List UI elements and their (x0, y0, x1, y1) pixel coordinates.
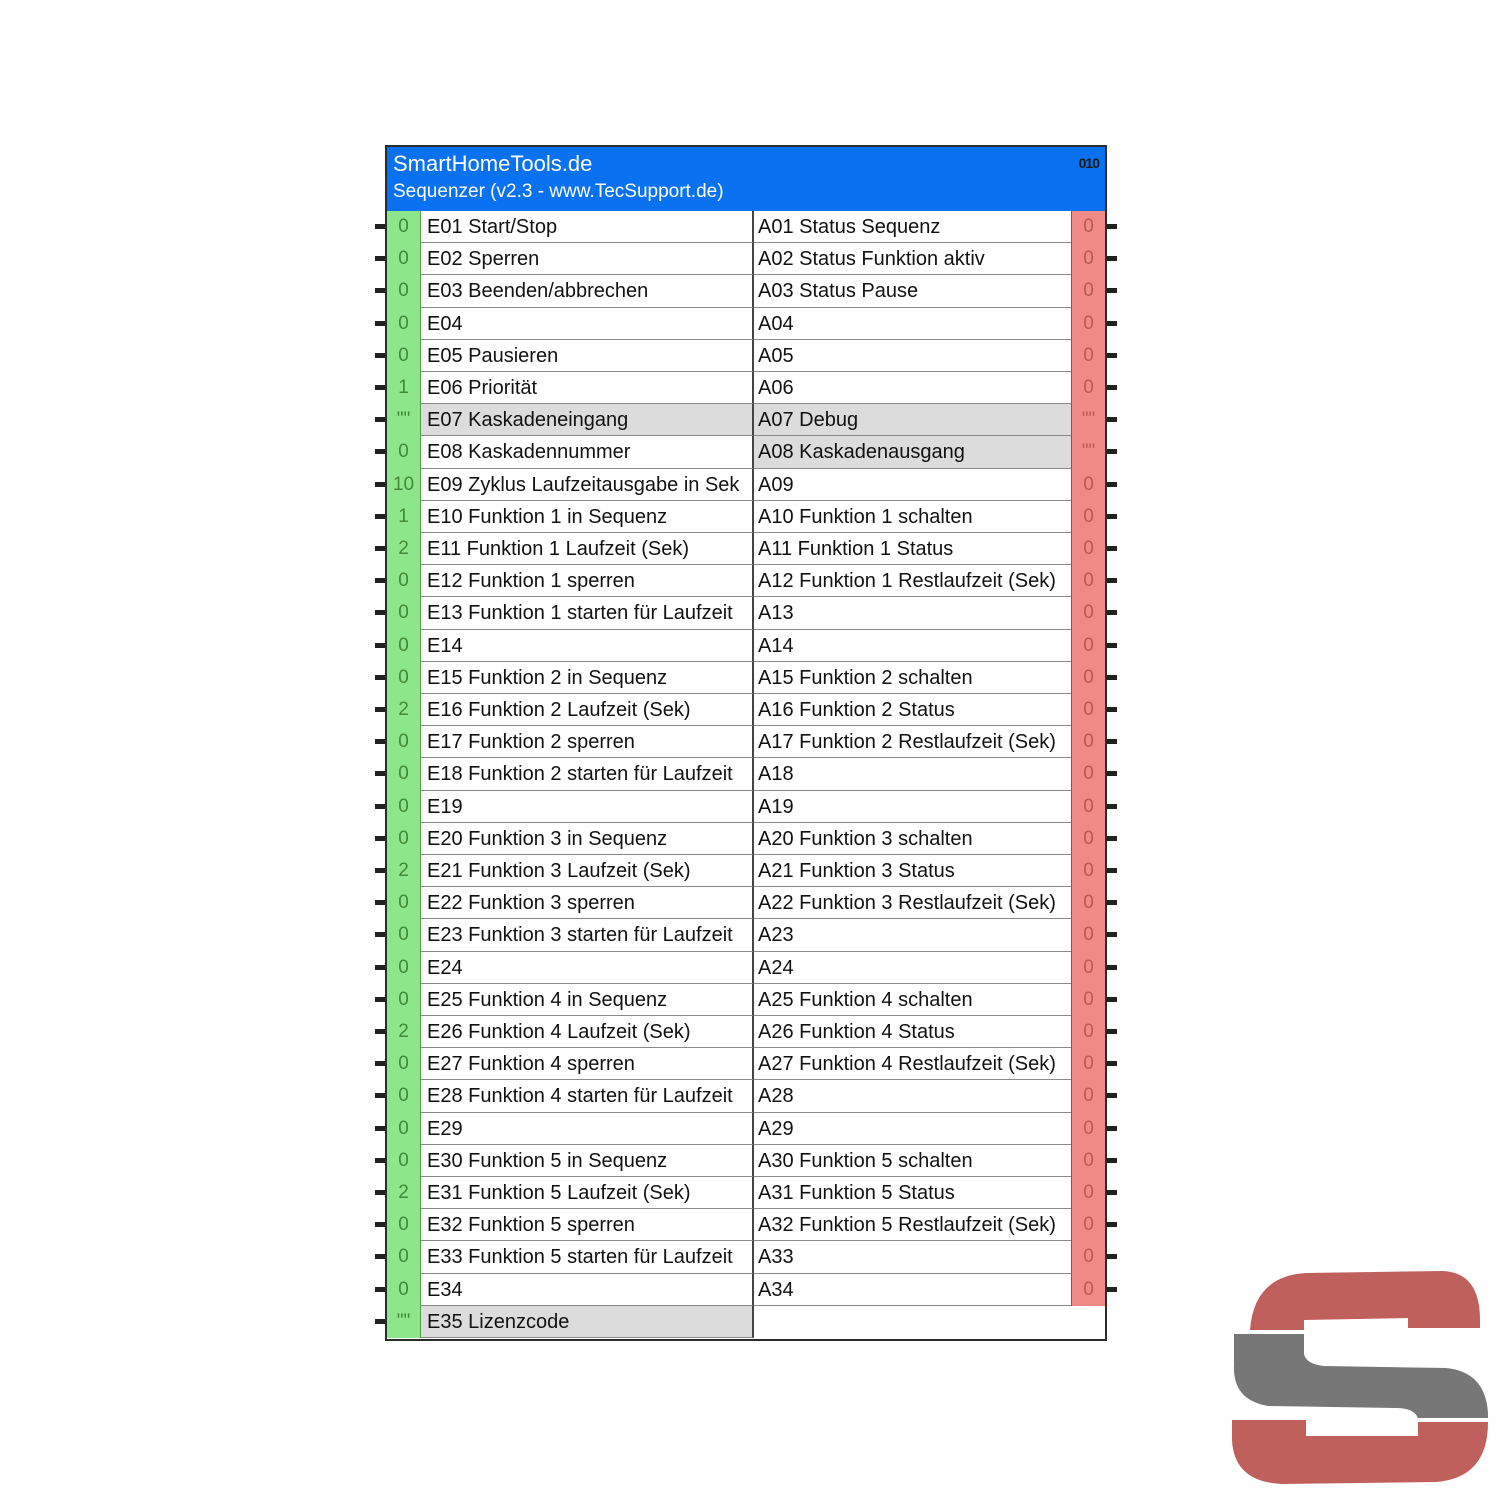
input-pin[interactable] (375, 1158, 385, 1163)
output-label: A17 Funktion 2 Restlaufzeit (Sek) (754, 726, 1071, 758)
input-label: E17 Funktion 2 sperren (421, 726, 754, 758)
io-row (387, 404, 1105, 436)
output-pin[interactable] (1107, 1222, 1117, 1227)
input-label: E11 Funktion 1 Laufzeit (Sek) (421, 533, 754, 565)
input-pin[interactable] (375, 256, 385, 261)
io-row (387, 1016, 1105, 1048)
io-row (387, 275, 1105, 307)
input-label: E06 Priorität (421, 372, 754, 404)
output-value[interactable]: 0 (1071, 952, 1105, 984)
io-row (387, 1241, 1105, 1273)
block-header (387, 147, 1105, 211)
input-value[interactable]: 0 (387, 436, 421, 468)
input-pin[interactable] (375, 385, 385, 390)
output-value[interactable]: 0 (1071, 565, 1105, 597)
input-label: E14 (421, 630, 754, 662)
input-value[interactable]: 1 (387, 372, 421, 404)
output-label: A06 (754, 372, 1071, 404)
input-label: E21 Funktion 3 Laufzeit (Sek) (421, 855, 754, 887)
io-row (387, 662, 1105, 694)
output-label: A10 Funktion 1 schalten (754, 501, 1071, 533)
io-row (387, 340, 1105, 372)
output-value[interactable]: 0 (1071, 791, 1105, 823)
input-label: E05 Pausieren (421, 340, 754, 372)
output-pin[interactable] (1107, 997, 1117, 1002)
output-pin[interactable] (1107, 546, 1117, 551)
output-pin[interactable] (1107, 836, 1117, 841)
output-value[interactable]: 0 (1071, 533, 1105, 565)
output-value[interactable]: 0 (1071, 211, 1105, 243)
input-value[interactable]: 0 (387, 823, 421, 855)
output-value[interactable]: 0 (1071, 275, 1105, 307)
io-row (387, 630, 1105, 662)
output-value[interactable]: 0 (1071, 630, 1105, 662)
io-row (387, 436, 1105, 468)
input-value[interactable]: 0 (387, 952, 421, 984)
block-title: SmartHomeTools.de (393, 151, 593, 176)
output-label: A13 (754, 597, 1071, 629)
io-row (387, 469, 1105, 501)
output-pin[interactable] (1107, 1254, 1117, 1259)
output-value[interactable]: 0 (1071, 823, 1105, 855)
input-value[interactable]: 2 (387, 694, 421, 726)
logo-middle-gray (1234, 1334, 1488, 1418)
output-pin[interactable] (1107, 643, 1117, 648)
input-pin[interactable] (375, 675, 385, 680)
output-value[interactable]: 0 (1071, 243, 1105, 275)
output-label: A28 (754, 1080, 1071, 1112)
output-pin[interactable] (1107, 1061, 1117, 1066)
output-label: A15 Funktion 2 schalten (754, 662, 1071, 694)
input-pin[interactable] (375, 1254, 385, 1259)
output-label: A12 Funktion 1 Restlaufzeit (Sek) (754, 565, 1071, 597)
output-label: A29 (754, 1113, 1071, 1145)
output-pin[interactable] (1107, 804, 1117, 809)
output-label: A23 (754, 919, 1071, 951)
input-value[interactable]: 0 (387, 726, 421, 758)
io-row (387, 211, 1105, 243)
io-row (387, 372, 1105, 404)
input-label: E19 (421, 791, 754, 823)
io-row (387, 1145, 1105, 1177)
input-pin[interactable] (375, 417, 385, 422)
input-pin[interactable] (375, 707, 385, 712)
input-pin[interactable] (375, 997, 385, 1002)
input-label: E22 Funktion 3 sperren (421, 887, 754, 919)
output-pin[interactable] (1107, 256, 1117, 261)
input-pin[interactable] (375, 1093, 385, 1098)
io-row (387, 1177, 1105, 1209)
input-pin[interactable] (375, 321, 385, 326)
output-label: A04 (754, 308, 1071, 340)
input-pin[interactable] (375, 868, 385, 873)
io-row (387, 1080, 1105, 1112)
logo-bottom-red (1232, 1420, 1488, 1484)
output-pin[interactable] (1107, 707, 1117, 712)
input-label: E12 Funktion 1 sperren (421, 565, 754, 597)
input-value[interactable]: 0 (387, 919, 421, 951)
output-pin[interactable] (1107, 739, 1117, 744)
input-value[interactable]: 0 (387, 211, 421, 243)
io-row (387, 243, 1105, 275)
input-value[interactable]: 0 (387, 1274, 421, 1306)
input-pin[interactable] (375, 1287, 385, 1292)
output-pin[interactable] (1107, 900, 1117, 905)
input-pin[interactable] (375, 449, 385, 454)
input-pin[interactable] (375, 1126, 385, 1131)
input-value[interactable]: "" (387, 1306, 421, 1338)
io-row (387, 1306, 1105, 1338)
io-row (387, 1113, 1105, 1145)
input-pin[interactable] (375, 224, 385, 229)
output-value[interactable]: 0 (1071, 887, 1105, 919)
output-label: A26 Funktion 4 Status (754, 1016, 1071, 1048)
output-value[interactable]: 0 (1071, 984, 1105, 1016)
output-value[interactable]: 0 (1071, 372, 1105, 404)
output-value[interactable]: 0 (1071, 694, 1105, 726)
io-row (387, 791, 1105, 823)
input-label: E28 Funktion 4 starten für Laufzeit (421, 1080, 754, 1112)
output-label: A19 (754, 791, 1071, 823)
output-pin[interactable] (1107, 610, 1117, 615)
input-value[interactable]: 0 (387, 758, 421, 790)
input-pin[interactable] (375, 836, 385, 841)
input-label: E07 Kaskadeneingang (421, 404, 754, 436)
input-label: E15 Funktion 2 in Sequenz (421, 662, 754, 694)
input-label: E04 (421, 308, 754, 340)
input-label: E03 Beenden/abbrechen (421, 275, 754, 307)
output-value[interactable]: "" (1071, 404, 1105, 436)
output-value[interactable]: 0 (1071, 308, 1105, 340)
output-pin[interactable] (1107, 288, 1117, 293)
block-subtitle: Sequenzer (v2.3 - www.TecSupport.de) (393, 181, 724, 202)
input-label: E35 Lizenzcode (421, 1306, 754, 1338)
io-row (387, 597, 1105, 629)
input-label: E13 Funktion 1 starten für Laufzeit (421, 597, 754, 629)
input-label: E33 Funktion 5 starten für Laufzeit (421, 1241, 754, 1273)
input-value[interactable]: 0 (387, 1113, 421, 1145)
input-label: E10 Funktion 1 in Sequenz (421, 501, 754, 533)
output-label: A31 Funktion 5 Status (754, 1177, 1071, 1209)
output-value[interactable]: 0 (1071, 1177, 1105, 1209)
output-label: A02 Status Funktion aktiv (754, 243, 1071, 275)
io-row (387, 726, 1105, 758)
input-value[interactable]: 2 (387, 855, 421, 887)
io-row (387, 919, 1105, 951)
input-label: E09 Zyklus Laufzeitausgabe in Sek (421, 469, 754, 501)
io-row (387, 855, 1105, 887)
input-label: E01 Start/Stop (421, 211, 754, 243)
input-pin[interactable] (375, 900, 385, 905)
input-label: E30 Funktion 5 in Sequenz (421, 1145, 754, 1177)
input-pin[interactable] (375, 514, 385, 519)
output-label: A08 Kaskadenausgang (754, 436, 1071, 468)
input-label: E29 (421, 1113, 754, 1145)
input-value[interactable]: "" (387, 404, 421, 436)
input-label: E24 (421, 952, 754, 984)
input-pin[interactable] (375, 578, 385, 583)
input-pin[interactable] (375, 1190, 385, 1195)
output-label: A32 Funktion 5 Restlaufzeit (Sek) (754, 1209, 1071, 1241)
output-pin[interactable] (1107, 1093, 1117, 1098)
output-label: A34 (754, 1274, 1071, 1306)
io-row (387, 952, 1105, 984)
input-value[interactable]: 0 (387, 243, 421, 275)
input-value[interactable]: 0 (387, 340, 421, 372)
output-label: A07 Debug (754, 404, 1071, 436)
output-value[interactable]: 0 (1071, 1080, 1105, 1112)
input-pin[interactable] (375, 932, 385, 937)
output-value[interactable]: 0 (1071, 1113, 1105, 1145)
binary-icon: 010 (1078, 155, 1099, 171)
output-label: A16 Funktion 2 Status (754, 694, 1071, 726)
input-pin[interactable] (375, 353, 385, 358)
output-value[interactable]: 0 (1071, 758, 1105, 790)
input-pin[interactable] (375, 804, 385, 809)
input-pin[interactable] (375, 1061, 385, 1066)
io-row (387, 887, 1105, 919)
output-pin[interactable] (1107, 385, 1117, 390)
input-label: E26 Funktion 4 Laufzeit (Sek) (421, 1016, 754, 1048)
output-pin[interactable] (1107, 1029, 1117, 1034)
io-row (387, 823, 1105, 855)
input-pin[interactable] (375, 288, 385, 293)
input-label: E20 Funktion 3 in Sequenz (421, 823, 754, 855)
input-pin[interactable] (375, 610, 385, 615)
output-value[interactable]: 0 (1071, 340, 1105, 372)
input-label: E31 Funktion 5 Laufzeit (Sek) (421, 1177, 754, 1209)
io-row (387, 565, 1105, 597)
input-label: E08 Kaskadennummer (421, 436, 754, 468)
io-row (387, 694, 1105, 726)
io-row (387, 1209, 1105, 1241)
io-row (387, 758, 1105, 790)
input-value[interactable]: 2 (387, 533, 421, 565)
input-pin[interactable] (375, 1222, 385, 1227)
output-label: A27 Funktion 4 Restlaufzeit (Sek) (754, 1048, 1071, 1080)
input-pin[interactable] (375, 771, 385, 776)
output-label: A25 Funktion 4 schalten (754, 984, 1071, 1016)
io-row (387, 1048, 1105, 1080)
input-value[interactable]: 0 (387, 1145, 421, 1177)
output-pin[interactable] (1107, 868, 1117, 873)
output-pin[interactable] (1107, 1287, 1117, 1292)
input-value[interactable]: 0 (387, 662, 421, 694)
output-pin[interactable] (1107, 353, 1117, 358)
input-value[interactable]: 0 (387, 565, 421, 597)
input-value[interactable]: 0 (387, 791, 421, 823)
output-label: A09 (754, 469, 1071, 501)
sequenzer-block (385, 145, 1107, 1341)
input-value[interactable]: 0 (387, 597, 421, 629)
output-pin[interactable] (1107, 224, 1117, 229)
input-pin[interactable] (375, 1319, 385, 1324)
io-row (387, 308, 1105, 340)
logo-top-red (1250, 1271, 1480, 1330)
output-value[interactable]: 0 (1071, 469, 1105, 501)
input-label: E27 Funktion 4 sperren (421, 1048, 754, 1080)
input-pin[interactable] (375, 546, 385, 551)
output-value[interactable]: 0 (1071, 597, 1105, 629)
output-value[interactable]: 0 (1071, 1209, 1105, 1241)
input-value[interactable]: 0 (387, 630, 421, 662)
output-value[interactable]: "" (1071, 436, 1105, 468)
input-pin[interactable] (375, 965, 385, 970)
output-pin[interactable] (1107, 514, 1117, 519)
io-row (387, 533, 1105, 565)
input-label: E02 Sperren (421, 243, 754, 275)
input-value[interactable]: 0 (387, 1241, 421, 1273)
input-label: E23 Funktion 3 starten für Laufzeit (421, 919, 754, 951)
output-value[interactable]: 0 (1071, 501, 1105, 533)
input-pin[interactable] (375, 482, 385, 487)
input-label: E25 Funktion 4 in Sequenz (421, 984, 754, 1016)
output-label: A22 Funktion 3 Restlaufzeit (Sek) (754, 887, 1071, 919)
input-value[interactable]: 0 (387, 1048, 421, 1080)
output-label: A03 Status Pause (754, 275, 1071, 307)
s-logo-icon (1228, 1268, 1490, 1488)
output-pin[interactable] (1107, 1190, 1117, 1195)
io-row (387, 1274, 1105, 1306)
output-pin[interactable] (1107, 675, 1117, 680)
output-value[interactable]: 0 (1071, 1241, 1105, 1273)
input-value[interactable]: 0 (387, 887, 421, 919)
output-pin[interactable] (1107, 321, 1117, 326)
input-value[interactable]: 2 (387, 1177, 421, 1209)
output-label: A21 Funktion 3 Status (754, 855, 1071, 887)
input-value[interactable]: 0 (387, 275, 421, 307)
io-row (387, 984, 1105, 1016)
output-label: A01 Status Sequenz (754, 211, 1071, 243)
input-label: E18 Funktion 2 starten für Laufzeit (421, 758, 754, 790)
output-label: A20 Funktion 3 schalten (754, 823, 1071, 855)
input-label: E32 Funktion 5 sperren (421, 1209, 754, 1241)
output-value[interactable]: 0 (1071, 1016, 1105, 1048)
output-value[interactable]: 0 (1071, 855, 1105, 887)
output-value[interactable]: 0 (1071, 1145, 1105, 1177)
output-value[interactable]: 0 (1071, 1048, 1105, 1080)
input-pin[interactable] (375, 739, 385, 744)
io-row (387, 501, 1105, 533)
output-label: A05 (754, 340, 1071, 372)
output-pin[interactable] (1107, 578, 1117, 583)
input-value[interactable]: 1 (387, 501, 421, 533)
input-value[interactable]: 2 (387, 1016, 421, 1048)
output-pin[interactable] (1107, 1158, 1117, 1163)
output-label: A18 (754, 758, 1071, 790)
output-value[interactable]: 0 (1071, 662, 1105, 694)
output-value[interactable]: 0 (1071, 1274, 1105, 1306)
input-value[interactable]: 0 (387, 1080, 421, 1112)
output-label: A14 (754, 630, 1071, 662)
output-pin[interactable] (1107, 771, 1117, 776)
output-label: A24 (754, 952, 1071, 984)
input-pin[interactable] (375, 643, 385, 648)
output-pin[interactable] (1107, 965, 1117, 970)
input-value[interactable]: 0 (387, 984, 421, 1016)
output-value[interactable]: 0 (1071, 919, 1105, 951)
input-value[interactable]: 0 (387, 308, 421, 340)
input-pin[interactable] (375, 1029, 385, 1034)
output-value[interactable]: 0 (1071, 726, 1105, 758)
input-value[interactable]: 0 (387, 1209, 421, 1241)
input-value[interactable]: 10 (387, 469, 421, 501)
output-label: A11 Funktion 1 Status (754, 533, 1071, 565)
output-label: A33 (754, 1241, 1071, 1273)
output-pin[interactable] (1107, 449, 1117, 454)
output-label: A30 Funktion 5 schalten (754, 1145, 1071, 1177)
input-label: E34 (421, 1274, 754, 1306)
output-pin[interactable] (1107, 482, 1117, 487)
input-label: E16 Funktion 2 Laufzeit (Sek) (421, 694, 754, 726)
output-pin[interactable] (1107, 1126, 1117, 1131)
output-pin[interactable] (1107, 417, 1117, 422)
output-pin[interactable] (1107, 932, 1117, 937)
